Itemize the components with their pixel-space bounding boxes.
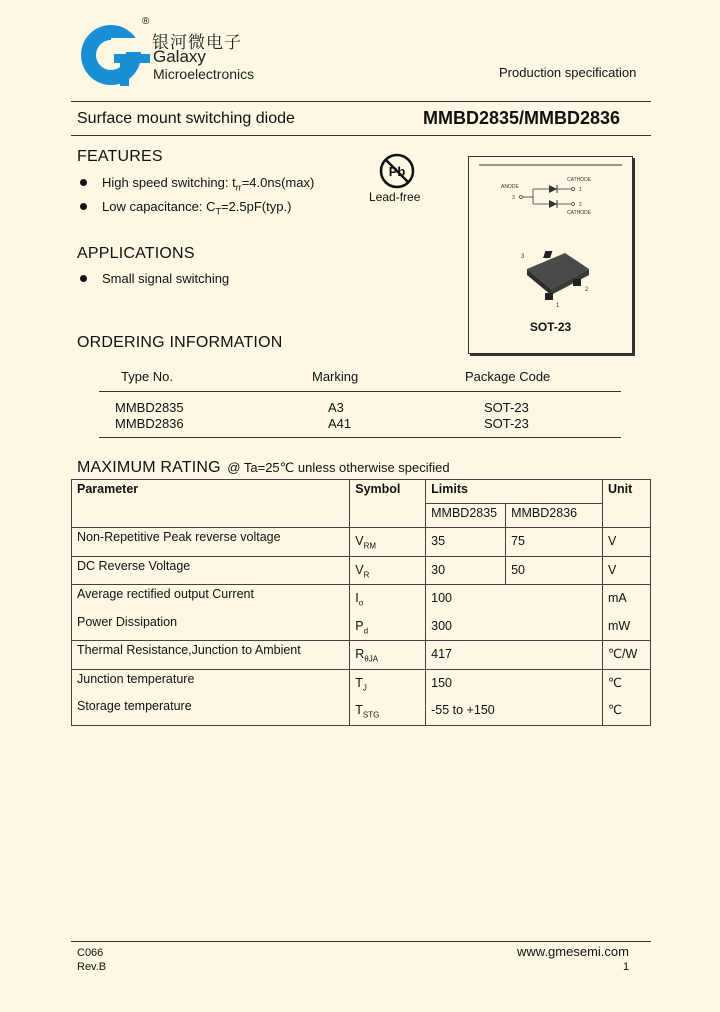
max-rating-table xyxy=(71,479,651,726)
symbol-cell: $I_o$ xyxy=(350,585,426,613)
brand-subtitle: Microelectronics xyxy=(153,66,255,82)
symbol-cell: $V_{RM}$ xyxy=(350,528,426,557)
col-parameter: Parameter xyxy=(72,480,350,528)
feature-item-switching: High speed switching: $t_{rr}=4.0ns(\max)$ xyxy=(102,175,315,193)
unit-cell: mW xyxy=(603,613,651,641)
symbol-cell: $P_d$ xyxy=(350,613,426,641)
col-unit: Unit xyxy=(603,480,651,528)
ordering-header-rule xyxy=(99,391,621,392)
pkg-pin-1: 1 xyxy=(556,303,560,309)
galaxy-logo xyxy=(80,24,150,86)
pin-2-label: 2 xyxy=(579,202,582,208)
param-cell: Thermal Resistance,Junction to Ambient xyxy=(72,641,350,670)
table-row xyxy=(72,669,651,697)
application-item: Small signal switching xyxy=(102,271,230,286)
ordering-col-package: Package Code xyxy=(465,369,551,384)
header-rule xyxy=(71,101,651,102)
ordering-cell: MMBD2836 xyxy=(115,416,184,431)
pin-1-label: 1 xyxy=(579,187,582,193)
col-limits: Limits xyxy=(426,480,603,504)
unit-cell: ℃/W xyxy=(603,641,651,670)
unit-cell: ℃ xyxy=(603,669,651,697)
pb-symbol: Pb xyxy=(388,164,406,179)
table-row xyxy=(72,697,651,725)
brand-name-cn: 银河微电子 xyxy=(152,33,242,52)
sot23-package-icon xyxy=(509,243,599,309)
col-symbol: Symbol xyxy=(350,480,426,528)
lead-free-label: Lead-free xyxy=(369,190,421,204)
features-heading: FEATURES xyxy=(77,148,163,165)
col-mmbd2836: MMBD2836 xyxy=(506,504,603,528)
symbol-cell: $T_{STG}$ xyxy=(350,697,426,725)
table-row xyxy=(72,585,651,613)
website-link[interactable]: www.gmesemi.com xyxy=(517,944,629,959)
param-cell: Storage temperature xyxy=(72,697,350,725)
param-cell: Average rectified output Current xyxy=(72,585,350,613)
max-rating-condition: @ Ta=25℃ unless otherwise specified xyxy=(227,460,450,475)
bullet xyxy=(80,179,87,186)
ordering-col-marking: Marking xyxy=(312,369,359,384)
pkg-pin-2: 2 xyxy=(585,287,589,293)
value-cell: -55 to +150 xyxy=(426,697,603,725)
title-rule xyxy=(71,135,651,136)
product-description: Surface mount switching diode xyxy=(77,110,295,127)
bullet xyxy=(80,203,87,210)
col-mmbd2835: MMBD2835 xyxy=(426,504,506,528)
value-cell: 150 xyxy=(426,669,603,697)
bullet xyxy=(80,275,87,282)
param-cell: Power Dissipation xyxy=(72,613,350,641)
table-header-row xyxy=(72,480,651,504)
param-cell: Non-Repetitive Peak reverse voltage xyxy=(72,528,350,557)
applications-heading: APPLICATIONS xyxy=(77,245,195,262)
page-number: 1 xyxy=(623,961,630,973)
ordering-cell: A3 xyxy=(328,400,344,415)
param-cell: Junction temperature xyxy=(72,669,350,697)
cathode-label-1: CATHODE xyxy=(567,177,592,183)
pin-3-label: 3 xyxy=(512,195,515,201)
document-code: C066 xyxy=(77,947,104,959)
value-cell: 30 xyxy=(426,556,506,585)
registered-mark: ® xyxy=(142,16,150,27)
ordering-footer-rule xyxy=(99,437,621,438)
table-row xyxy=(72,528,651,557)
unit-cell: ℃ xyxy=(603,697,651,725)
table-row xyxy=(72,613,651,641)
unit-cell: V xyxy=(603,556,651,585)
lead-free-icon xyxy=(379,153,415,189)
feature-item-capacitance: Low capacitance: $C_T=2.5pF(typ.)$ xyxy=(102,199,292,217)
revision: Rev.B xyxy=(77,961,107,973)
max-rating-heading: MAXIMUM RATING @ Ta=25℃ unless otherwise specified xyxy=(77,459,450,476)
pin-diagram xyxy=(469,157,632,237)
ordering-cell: SOT-23 xyxy=(484,400,529,415)
value-cell: 417 xyxy=(426,641,603,670)
ordering-cell: SOT-23 xyxy=(484,416,529,431)
unit-cell: V xyxy=(603,528,651,557)
package-label: SOT-23 xyxy=(529,320,572,334)
value-cell: 300 xyxy=(426,613,603,641)
table-row xyxy=(72,556,651,585)
ordering-cell: MMBD2835 xyxy=(115,400,184,415)
symbol-cell: $R_{\theta JA}$ xyxy=(350,641,426,670)
document-type: Production specification xyxy=(499,65,637,80)
ordering-col-type: Type No. xyxy=(121,369,174,384)
symbol-cell: $V_R$ xyxy=(350,556,426,585)
value-cell: 50 xyxy=(506,556,603,585)
table-row xyxy=(72,641,651,670)
value-cell: 75 xyxy=(506,528,603,557)
pkg-pin-3: 3 xyxy=(521,254,525,260)
ordering-cell: A41 xyxy=(328,416,352,431)
package-box xyxy=(468,156,633,354)
unit-cell: mA xyxy=(603,585,651,613)
value-cell: 100 xyxy=(426,585,603,613)
cathode-label-2: CATHODE xyxy=(567,210,592,216)
param-cell: DC Reverse Voltage xyxy=(72,556,350,585)
symbol-cell: $T_J$ xyxy=(350,669,426,697)
anode-label: ANODE xyxy=(501,184,519,190)
value-cell: 35 xyxy=(426,528,506,557)
part-number-title: MMBD2835/MMBD2836 xyxy=(423,108,621,128)
footer-rule xyxy=(71,941,651,942)
ordering-heading: ORDERING INFORMATION xyxy=(77,334,283,351)
brand-name: Galaxy xyxy=(153,47,206,66)
